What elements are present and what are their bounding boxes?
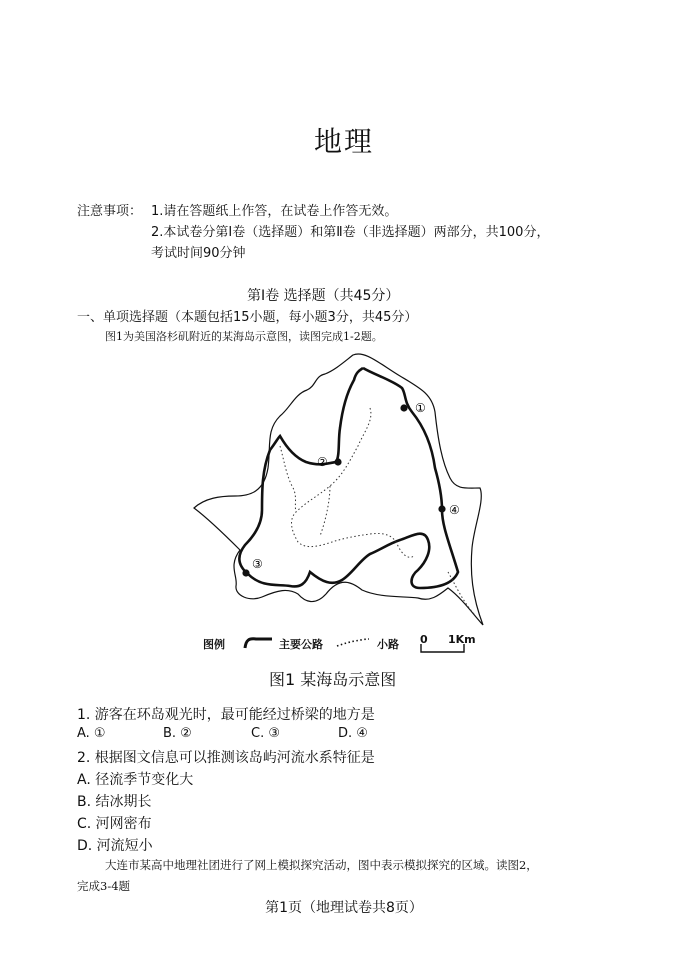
q2-option-d: D. 河流短小 [77,838,153,854]
marker-3: ③ [252,557,263,571]
scale-unit: 1Km [448,633,476,646]
notice-item-3: 考试时间90分钟 [151,246,246,261]
marker-dot-1 [400,404,407,411]
intro-figure2-line1: 大连市某高中地理社团进行了网上模拟探究活动，图中表示模拟探究的区域。读图2， [105,858,538,872]
figure1-caption: 图1 某海岛示意图 [269,670,397,689]
q1-option-b: B. ② [163,726,192,741]
question-1-stem: 1. 游客在环岛观光时，最可能经过桥梁的地方是 [77,707,375,723]
intro-figure2-line2: 完成3-4题 [77,879,131,893]
legend-path-symbol [335,634,371,650]
marker-4: ④ [449,503,460,517]
q2-option-c: C. 河网密布 [77,816,152,832]
question-2-stem: 2. 根据图文信息可以推测该岛屿河流水系特征是 [77,750,375,766]
page-title: 地理 [313,125,374,158]
notice-label: 注意事项： [77,204,143,219]
marker-dot-3 [242,569,249,576]
section1-heading: 一、单项选择题（本题包括15小题，每小题3分，共45分） [77,310,418,325]
q2-option-a: A. 径流季节变化大 [77,772,194,788]
intro-figure1: 图1为美国洛杉矶附近的某海岛示意图，读图完成1-2题。 [105,330,383,343]
part1-heading: 第Ⅰ卷 选择题（共45分） [247,288,400,304]
legend-path-label: 小路 [377,638,399,651]
notice-item-2: 2.本试卷分第Ⅰ卷（选择题）和第Ⅱ卷（非选择题）两部分，共100分， [151,225,550,240]
footpath [292,408,414,557]
notice-item-1: 1.请在答题纸上作答，在试卷上作答无效。 [151,204,398,219]
q1-option-c: C. ③ [251,726,280,741]
marker-1: ① [415,401,426,415]
page-footer: 第1页（地理试卷共8页） [265,900,423,916]
q1-option-d: D. ④ [338,726,368,741]
island-map [180,350,500,660]
q2-option-b: B. 结冰期长 [77,794,152,810]
q1-option-a: A. ① [77,726,106,741]
legend-road-symbol [242,634,274,650]
marker-2: ② [317,455,328,469]
marker-dot-4 [438,505,445,512]
scale-zero: 0 [420,633,428,646]
marker-dot-2 [334,458,341,465]
legend-label: 图例 [203,638,225,651]
legend-road-label: 主要公路 [279,638,323,651]
